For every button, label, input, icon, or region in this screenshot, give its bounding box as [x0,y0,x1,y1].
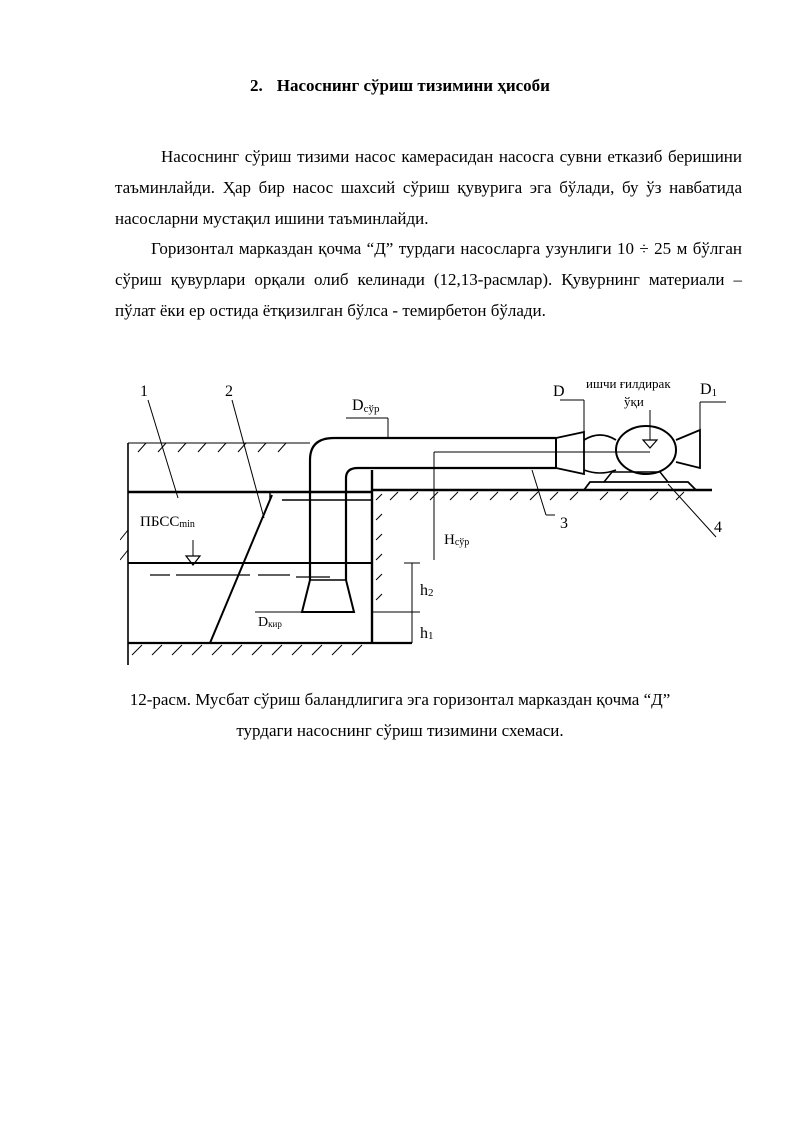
figure-caption [0,684,800,746]
label-h2 [420,582,434,599]
suction-system-diagram [120,372,740,672]
paragraph-2: Горизонтал марказдан қочма “Д” турдаги насосларга узунлиги 10 ÷ 25 м бўлган сўриш қувурлари орқали олиб келинади (12,13-расмлар). Қувурнинг материали – пўлат ёки ер остида ётқизилган бўлса - темирбетон бўлади. [115,239,742,320]
label-d-kir [258,615,282,630]
label-h2-sub: 2 [428,587,434,599]
section-title: Насоснинг сўриш тизимини ҳисоби [276,76,550,95]
impeller-axis-label-line1: ишчи ғилдирак [586,376,671,391]
impeller-axis-label-line2: ўқи [624,394,644,409]
label-h-sur-sub: сўр [454,537,470,548]
label-h2-main: h [420,582,428,599]
label-d1-sub: 1 [711,387,718,399]
label-pbss-sub: min [179,519,195,530]
label-h1 [420,625,434,642]
label-h1-sub: 1 [428,630,434,642]
caption-line-2: турдаги насоснинг сўриш тизимини схемаси. [236,721,564,740]
label-d-sur [352,397,380,415]
label-d-sur-main: D [352,397,364,414]
caption-line-1: 12-расм. Мусбат сўриш баландлигига эга горизонтал марказдан қочма “Д” [129,690,671,709]
label-d-sur-sub: сўр [363,403,380,415]
label-3: 3 [560,515,568,532]
label-d: D [553,383,565,400]
label-d-kir-sub: кир [268,619,282,629]
label-d-kir-main: D [258,615,269,630]
label-d1 [700,381,717,399]
paragraph-1: Насоснинг сўриш тизими насос камерасидан насосга сувни етказиб беришини таъминлайди. Ҳар бир насос шахсий сўриш қувурига эга бўлади, бу ўз навбатида насосларни мустақил ишини таъминлайди. [115,147,742,228]
section-heading [0,76,800,96]
label-d1-main: D [700,381,712,398]
label-4: 4 [714,519,722,536]
label-h1-main: h [420,625,428,642]
label-h-sur [444,532,469,548]
label-pbss-main: ПБСС [140,514,180,530]
label-1: 1 [140,383,148,400]
section-number: 2. [250,76,263,95]
label-2: 2 [225,383,233,400]
label-pbss [140,514,195,530]
label-h-sur-main: Н [444,532,455,548]
